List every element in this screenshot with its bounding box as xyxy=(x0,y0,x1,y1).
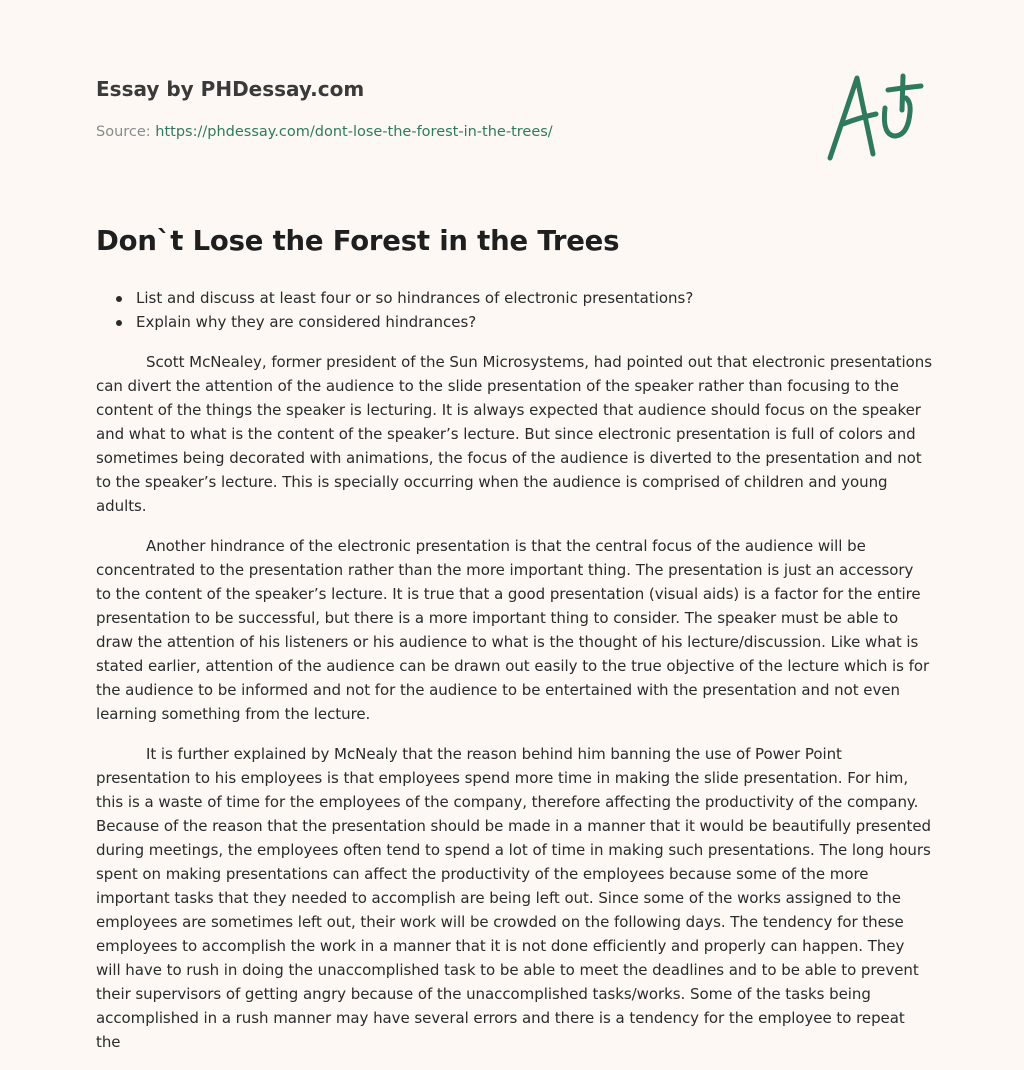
essay-paragraph: Scott McNealey, former president of the Sun Microsystems, had pointed out that electronic presentations can divert the attention of the audience to the slide presentation of the speaker rather than focusing to the content of the things the speaker is lecturing. It is always expected that audience should focus on the speaker and what to what is the content of the speaker’s lecture. But since electronic presentation is full of colors and sometimes being decorated with animations, the focus of the audience is diverted to the presentation and not to the speaker’s lecture. This is specially occurring when the audience is comprised of children and young adults. xyxy=(96,353,932,515)
essay-paragraph: Another hindrance of the electronic presentation is that the central focus of the audience will be concentrated to the presentation rather than the more important thing. The presentation is just an accessory to the content of the speaker’s lecture. It is true that a good presentation (visual aids) is a factor for the entire presentation to be successful, but there is a more important thing to consider. The speaker must be able to draw the attention of his listeners or his audience to what is the thought of his lecture/discussion. Like what is stated earlier, attention of the audience can be drawn out easily to the true objective of the lecture which is for the audience to be informed and not for the audience to be entertained with the presentation and not even learning something from the lecture. xyxy=(96,537,930,723)
question-item: List and discuss at least four or so hindrances of electronic presentations? xyxy=(136,286,693,310)
source-line xyxy=(96,124,553,140)
source-link[interactable]: https://phdessay.com/dont-lose-the-forest-in-the-trees/ xyxy=(155,124,553,140)
document-title: Don`t Lose the Forest in the Trees xyxy=(96,225,620,257)
question-item: Explain why they are considered hindrances? xyxy=(136,310,693,334)
site-header-title: Essay by PHDessay.com xyxy=(96,77,365,101)
essay-paragraph: It is further explained by McNealy that the reason behind him banning the use of Power Point presentation to his employees is that employees spend more time in making the slide presentation. For him, this is a waste of time for the employees of the company, therefore affecting the productivity of the company. Because of the reason that the presentation should be made in a manner that it would be beautifully presented during meetings, the employees often tend to spend a lot of time in making such presentations. The long hours spent on making presentations can affect the productivity of the employees because some of the more important tasks that they needed to accomplish are being left out. Since some of the works assigned to the employees are sometimes left out, their work will be crowded on the following days. The tendency for these employees to accomplish the work in a manner that it is not done efficiently and properly can happen. They will have to rush in doing the unaccomplished task to be able to meet the deadlines and to be able to prevent their supervisors of getting angry because of the unaccomplished tasks/works. Some of the tasks being accomplished in a rush manner may have several errors and there is a tendency for the employee to repeat the xyxy=(96,745,931,1051)
a-plus-grade-icon xyxy=(824,68,924,164)
question-list xyxy=(96,286,693,334)
essay-body xyxy=(96,350,932,1070)
source-label: Source: xyxy=(96,124,151,140)
